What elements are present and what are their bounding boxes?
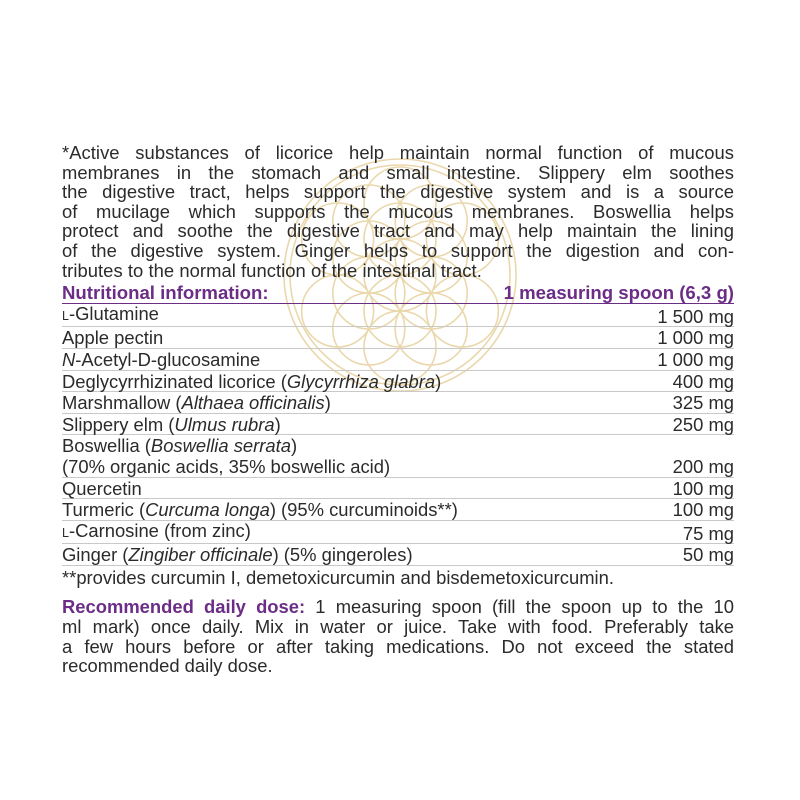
nutrition-header-row xyxy=(62,282,734,303)
ingredient-amount: 1 000 mg xyxy=(487,327,734,349)
recommended-dose xyxy=(62,597,734,675)
table-row xyxy=(62,499,734,521)
intro-line: *Active substances of licorice help maintain normal function of mucous xyxy=(62,142,734,163)
nutrition-header-label: Nutritional information: xyxy=(62,282,487,303)
nutrition-header-serving: 1 measuring spoon (6,3 g) xyxy=(487,282,734,303)
dose-line: Recommended daily dose: 1 measuring spoon (fill the spoon up to the 10 xyxy=(62,596,735,618)
ingredient-name: Quercetin xyxy=(62,477,487,499)
dose-line: recommended daily dose. xyxy=(62,655,273,677)
ingredient-name: (70% organic acids, 35% boswellic acid) xyxy=(62,456,487,477)
ingredient-amount: 75 mg xyxy=(487,520,734,544)
intro-line: the digestive tract, helps support the digestive system and is a source xyxy=(62,181,734,203)
intro-line: of mucilage which supports the mucous membranes. Boswellia helps xyxy=(62,200,734,222)
ingredient-amount: 325 mg xyxy=(487,392,734,414)
intro-line: of the digestive system. Ginger helps to support the digestion and con- xyxy=(62,239,734,261)
intro-line: protect and soothe the digestive tract and may help maintain the lining xyxy=(62,220,734,242)
table-row xyxy=(62,303,734,327)
ingredient-amount xyxy=(487,435,734,456)
dose-line: ml mark) once daily. Mix in water or juice. Take with food. Preferably take xyxy=(62,616,734,638)
table-row xyxy=(62,435,734,456)
ingredient-name: Marshmallow (Althaea officinalis) xyxy=(62,392,487,414)
ingredient-name: Boswellia (Boswellia serrata) xyxy=(62,435,298,457)
table-row xyxy=(62,477,734,499)
ingredient-name: Deglycyrrhizinated licorice (Glycyrrhiza glabra) xyxy=(62,370,487,392)
ingredient-amount: 200 mg xyxy=(487,456,734,477)
nutrition-table xyxy=(62,282,734,566)
dose-label: Recommended daily dose: xyxy=(62,596,306,618)
table-row xyxy=(62,520,734,544)
label-content xyxy=(62,143,734,676)
ingredient-amount: 100 mg xyxy=(487,499,734,521)
intro-line: tributes to the normal function of the intestinal tract. xyxy=(62,259,482,281)
ingredient-name: Slippery elm (Ulmus rubra) xyxy=(62,413,487,435)
ingredient-amount: 400 mg xyxy=(487,370,734,392)
ingredient-name: Apple pectin xyxy=(62,327,487,349)
ingredient-amount: 50 mg xyxy=(487,544,734,566)
intro-paragraph xyxy=(62,143,734,280)
ingredient-name: L-Glutamine xyxy=(62,303,487,327)
footnote: **provides curcumin I, demetoxicurcumin and bisdemetoxicurcumin. xyxy=(62,566,614,588)
ingredient-name: Ginger (Zingiber officinale) (5% gingeroles) xyxy=(62,544,487,566)
ingredient-amount: 1 500 mg xyxy=(487,303,734,327)
ingredient-amount: 250 mg xyxy=(487,413,734,435)
ingredient-name: Turmeric (Curcuma longa) (95% curcuminoids**) xyxy=(62,499,487,521)
table-row xyxy=(62,413,734,435)
ingredient-name: L-Carnosine (from zinc) xyxy=(62,520,487,544)
table-row xyxy=(62,348,734,370)
ingredient-amount: 1 000 mg xyxy=(487,348,734,370)
table-row xyxy=(62,370,734,392)
table-row xyxy=(62,392,734,414)
table-row xyxy=(62,544,734,566)
table-row xyxy=(62,456,734,477)
dose-line: a few hours before or after taking medications. Do not exceed the stated xyxy=(62,635,734,657)
intro-line: membranes in the stomach and small intestine. Slippery elm soothes xyxy=(62,161,734,183)
table-row xyxy=(62,327,734,349)
ingredient-name: N-Acetyl-D-glucosamine xyxy=(62,348,487,370)
ingredient-amount: 100 mg xyxy=(487,477,734,499)
